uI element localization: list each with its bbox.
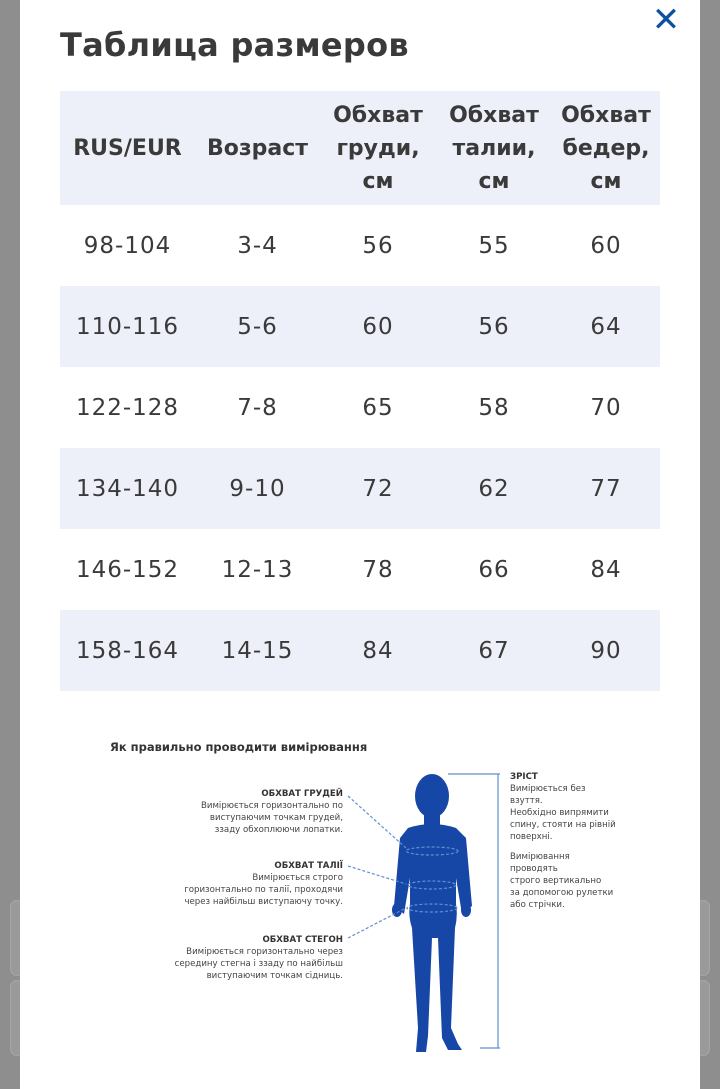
- cell-age: 14-15: [195, 610, 320, 691]
- waist-label: ОБХВАТ ТАЛІЇ Вимірюється строго горизонтально по талії, проходячи через найбільш виступаючу точку.: [184, 861, 343, 907]
- table-row: [60, 448, 660, 529]
- cell-hips: 90: [552, 610, 660, 691]
- measurement-guide: [110, 738, 620, 1068]
- cell-waist: 66: [478, 556, 510, 583]
- cell-age: 7-8: [237, 394, 278, 421]
- cell-chest: 65: [362, 394, 394, 421]
- size-chart-modal: [20, 0, 700, 1089]
- cell-hips: 70: [590, 394, 622, 421]
- cell-waist: 62: [436, 448, 552, 529]
- hips-label: ОБХВАТ СТЕГОН Вимірюється горизонтально через середину стегна і ззаду по найбільш виступаючим точкам сідниць.: [174, 935, 343, 981]
- header-size: RUS/EUR: [60, 91, 195, 205]
- cell-waist: 56: [436, 286, 552, 367]
- modal-title: Таблица размеров: [60, 26, 409, 64]
- cell-chest: 84: [320, 610, 436, 691]
- cell-waist: 58: [478, 394, 510, 421]
- chest-label: ОБХВАТ ГРУДЕЙ Вимірюється горизонтально по виступаючим точкам грудей, ззаду обхоплюючи лопатки.: [200, 789, 343, 835]
- cell-hips: 77: [552, 448, 660, 529]
- cell-hips: 64: [552, 286, 660, 367]
- cell-size: 146-152: [75, 556, 180, 583]
- cell-hips: 84: [590, 556, 622, 583]
- table-row: [60, 610, 660, 691]
- cell-size: 98-104: [83, 232, 172, 259]
- header-chest: Обхват груди, см: [320, 91, 436, 205]
- close-button[interactable]: ✕: [651, 0, 681, 40]
- cell-waist: 67: [436, 610, 552, 691]
- cell-hips: 60: [590, 232, 622, 259]
- cell-age: 12-13: [221, 556, 294, 583]
- table-header-row: [60, 91, 660, 205]
- height-label: ЗРІСТ Вимірюється без взуття. Необхідно випрямити спину, стояти на рівній поверхні. Вимірювання проводять строго вертикально за допомогою рулетки або стрічки.: [510, 772, 616, 910]
- size-table: [60, 91, 660, 691]
- cell-waist: 55: [478, 232, 510, 259]
- cell-age: 5-6: [195, 286, 320, 367]
- header-hips: Обхват бедер, см: [552, 91, 660, 205]
- cell-age: 3-4: [237, 232, 278, 259]
- cell-size: 158-164: [60, 610, 195, 691]
- guide-heading: Як правильно проводити вимірювання: [110, 740, 368, 754]
- header-age: Возраст: [195, 91, 320, 205]
- cell-age: 9-10: [195, 448, 320, 529]
- cell-chest: 72: [320, 448, 436, 529]
- cell-size: 122-128: [75, 394, 180, 421]
- table-row: [60, 286, 660, 367]
- table-row: [60, 529, 660, 610]
- cell-size: 134-140: [60, 448, 195, 529]
- cell-chest: 56: [362, 232, 394, 259]
- table-row: [60, 367, 660, 448]
- cell-size: 110-116: [60, 286, 195, 367]
- cell-chest: 78: [362, 556, 394, 583]
- table-row: [60, 205, 660, 286]
- header-waist: Обхват талии, см: [436, 91, 552, 205]
- child-figure: [392, 774, 472, 1052]
- cell-chest: 60: [320, 286, 436, 367]
